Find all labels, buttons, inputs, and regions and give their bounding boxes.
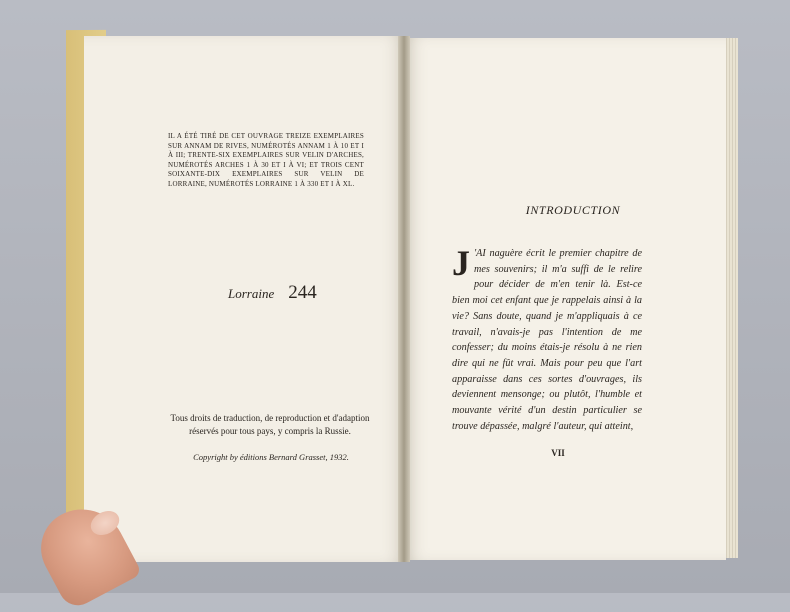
justification-notice: IL A ÉTÉ TIRÉ DE CET OUVRAGE TREIZE EXEMPLAIRES SUR ANNAM DE RIVES, NUMÉROTÉS ANNAM 1 À 10 ET I À III; TRENTE-SIX EXEMPLAIRES SUR VELIN D'ARCHES, NUMÉROTÉS ARCHES 1 À 30 ET I À VI; ET TROIS CENT SOIXANTE-DIX EXEMPLAIRES SUR VELIN DE LORRAINE, NUMÉROTÉS LORRAINE 1 À 330 ET I À XL. (168, 132, 364, 188)
introduction-text (452, 243, 642, 434)
copy-number-line (228, 282, 368, 304)
copyright-line: Copyright by éditions Bernard Grasset, 1932. (193, 452, 349, 462)
body-text: 'AI naguère écrit le premier chapitre de mes souvenirs; il m'a suffi de le relire pour décider de m'en tenir là. Est-ce bien moi cet enfant que je rappelais ainsi à la vie? Sans doute, quand je m'appliquais à ce travail, n'avais-je pas l'intention de me confesser; du moins étais-je résolu à ne rien dire qui ne fût vrai. Mais pour peu que l'art apparaisse dans ces sortes d'ouvrages, ils deviennent mensonge; ou plutôt, l'humble et mouvante vérité d'un destin particulier se trouve dépassée, malgré l'auteur, qui atteint, (452, 248, 642, 432)
copy-label: Lorraine (228, 286, 275, 301)
copy-number: 244 (288, 282, 317, 303)
page-block-edge (724, 38, 738, 558)
drop-cap: J (452, 243, 470, 283)
page-folio: VII (551, 448, 565, 458)
book-gutter (398, 36, 410, 562)
rights-notice: Tous droits de traduction, de reproduction et d'adaption réservés pour tous pays, y compris la Russie. (170, 413, 370, 436)
chapter-title: INTRODUCTION (525, 203, 621, 217)
